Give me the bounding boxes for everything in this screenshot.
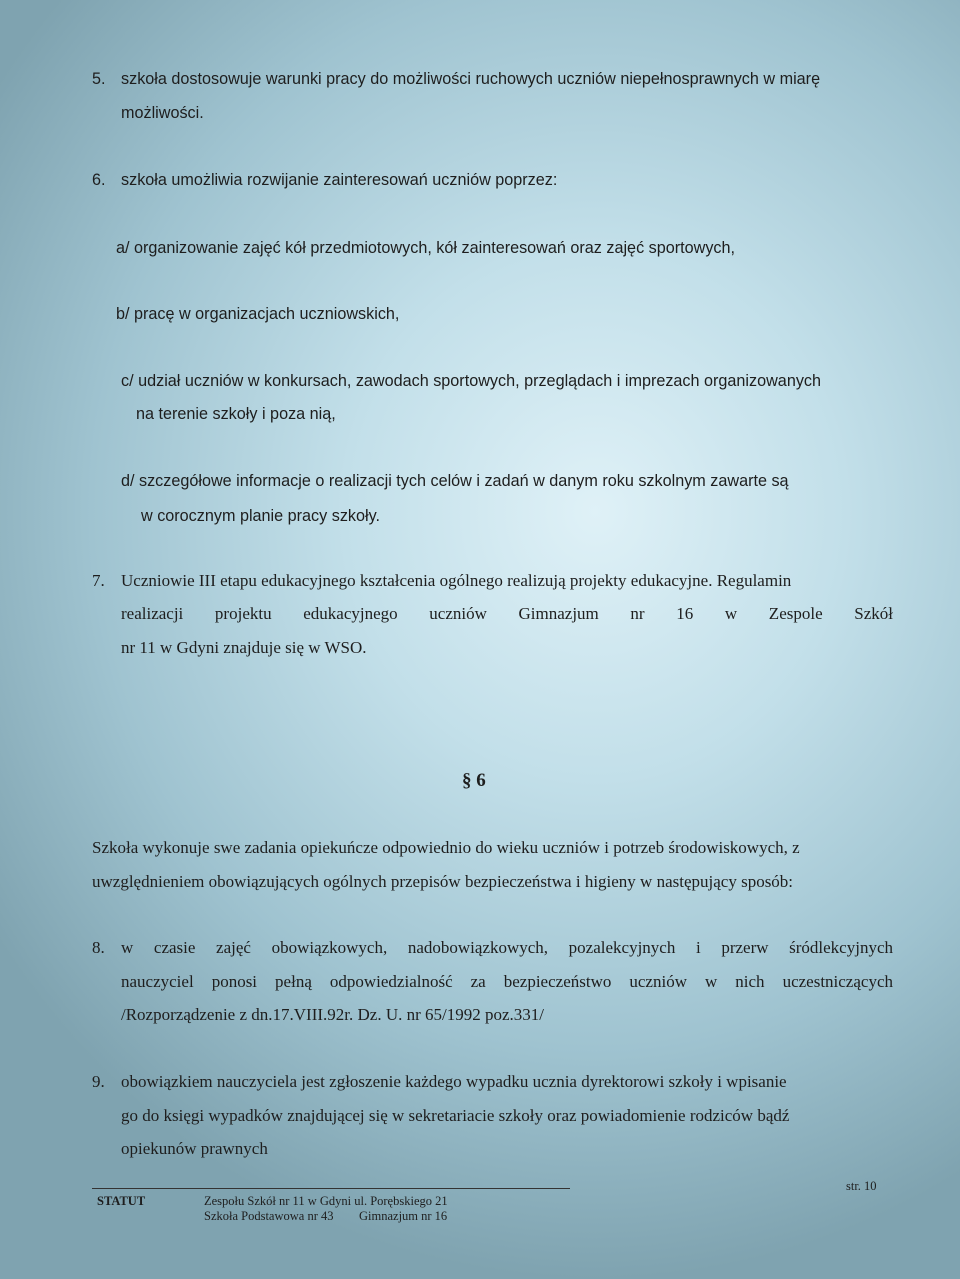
item-8-line-3: /Rozporządzenie z dn.17.VIII.92r. Dz. U. nr 65/1992 poz.331/: [121, 1005, 544, 1024]
intro-line-2: uwzględnieniem obowiązujących ogólnych przepisów bezpieczeństwa i higieny w następujący sposób:: [92, 872, 794, 891]
footer-statut: STATUT: [97, 1194, 146, 1208]
item-6-sub-d-line-2: w corocznym planie pracy szkoły.: [141, 507, 380, 525]
item-9-line-3: opiekunów prawnych: [121, 1139, 268, 1158]
item-8-number: 8.: [92, 938, 105, 957]
item-6-sub-a: a/ organizowanie zajęć kół przedmiotowych, kół zainteresowań oraz zajęć sportowych,: [116, 239, 736, 257]
item-9-number: 9.: [92, 1072, 105, 1091]
item-8-line-1: w czasie zajęć obowiązkowych, nadobowiązkowych, pozalekcyjnych i przerw śródlekcyjnych: [121, 938, 893, 957]
footer-org-line-3: Gimnazjum nr 16: [359, 1209, 448, 1223]
item-5-number: 5.: [92, 70, 106, 88]
section-symbol: §: [462, 770, 472, 791]
item-6-line-1: szkoła umożliwia rozwijanie zainteresowań uczniów poprzez:: [121, 171, 558, 189]
item-6-sub-d-line-1: d/ szczegółowe informacje o realizacji tych celów i zadań w danym roku szkolnym zawarte są: [121, 472, 789, 490]
item-8-line-2: nauczyciel ponosi pełną odpowiedzialność za bezpieczeństwo uczniów w nich uczestniczących: [121, 972, 893, 991]
item-6-number: 6.: [92, 171, 106, 189]
item-7-line-2: realizacji projektu edukacyjnego uczniów Gimnazjum nr 16 w Zespole Szkół: [121, 604, 893, 623]
item-5-line-2: możliwości.: [121, 104, 204, 122]
intro-line-1: Szkoła wykonuje swe zadania opiekuńcze odpowiednio do wieku uczniów i potrzeb środowiskowych, z: [92, 838, 800, 857]
footer-org-line-2: Szkoła Podstawowa nr 43: [204, 1209, 334, 1223]
item-7-line-3: nr 11 w Gdyni znajduje się w WSO.: [121, 638, 367, 657]
item-9-line-1: obowiązkiem nauczyciela jest zgłoszenie każdego wypadku ucznia dyrektorowi szkoły i wpisanie: [121, 1072, 787, 1091]
section-heading: [462, 770, 486, 792]
footer-page-number: str. 10: [846, 1179, 877, 1193]
section-number: 6: [476, 770, 486, 791]
footer-org-line-1: Zespołu Szkół nr 11 w Gdyni ul. Porębskiego 21: [204, 1194, 448, 1208]
item-7-line-1: Uczniowie III etapu edukacyjnego kształcenia ogólnego realizują projekty edukacyjne. Regulamin: [121, 571, 792, 590]
item-6-sub-c-line-2: na terenie szkoły i poza nią,: [136, 405, 336, 423]
footer-divider: [92, 1188, 570, 1189]
item-6-sub-c-line-1: c/ udział uczniów w konkursach, zawodach sportowych, przeglądach i imprezach organizowanych: [121, 372, 822, 390]
item-5-line-1: szkoła dostosowuje warunki pracy do możliwości ruchowych uczniów niepełnosprawnych w miarę: [121, 70, 821, 88]
item-9-line-2: go do księgi wypadków znajdującej się w sekretariacie szkoły oraz powiadomienie rodziców bądź: [121, 1106, 790, 1125]
item-7-number: 7.: [92, 571, 105, 590]
item-6-sub-b: b/ pracę w organizacjach uczniowskich,: [116, 305, 400, 323]
